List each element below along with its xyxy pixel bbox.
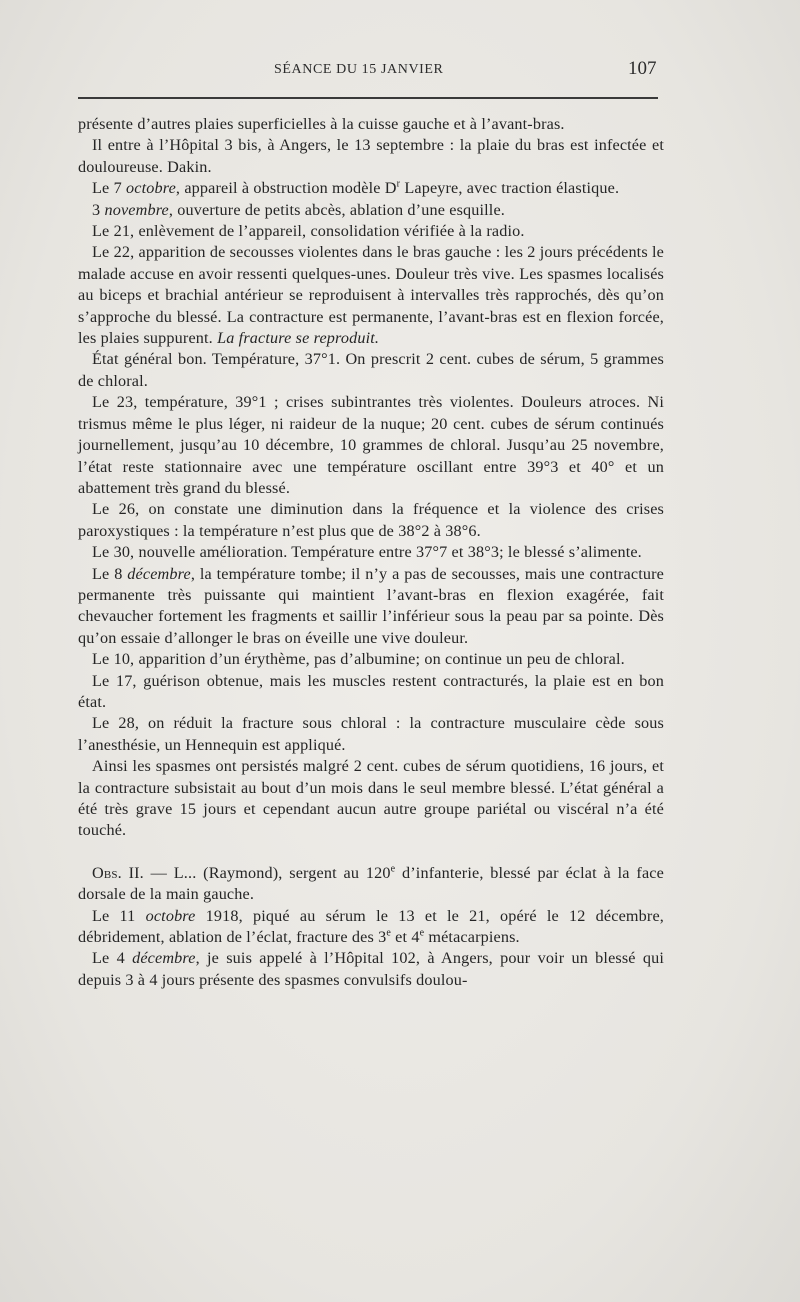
paragraph-text: , la température tombe; il n’y a pas de secousses, mais une contracture permanente très puissante qui maintient l’avant-bras en flexion exagérée, fait chevaucher fortement les fragments et saillir l’inférieur sous la peau par sa pointe. Dès qu’on essaie d’allonger le bras on éveille une vive douleur. <box>78 564 664 647</box>
paragraph-text: Le 23, température, 39°1 ; crises subintrantes très violentes. Douleurs atroces. Ni trismus même le plus léger, ni raideur de la nuque; 20 cent. cubes de sérum continués journellement, jusqu’au 10 décembre, 10 grammes de chloral. Jusqu’au 25 novembre, l’état reste stationnaire avec une température oscillant entre 39°3 et 40° et un abattement très grand du blessé. <box>78 393 664 497</box>
paragraph <box>78 756 664 842</box>
running-head: SÉANCE DU 15 JANVIER <box>274 62 444 77</box>
paragraph <box>78 178 664 199</box>
paragraph <box>78 649 664 670</box>
superscript: e <box>390 863 396 875</box>
date-italic: décembre <box>127 564 191 583</box>
paragraph <box>78 392 664 499</box>
paragraph-text: , ouverture de petits abcès, ablation d’une esquille. <box>168 200 505 219</box>
page-header <box>78 60 660 84</box>
paragraph <box>78 564 664 650</box>
emphasis-italic: La fracture se reproduit. <box>217 329 380 348</box>
paragraph <box>78 542 664 563</box>
superscript: e <box>386 927 391 939</box>
paragraph <box>78 349 664 392</box>
paragraph-text: Le 17, guérison obtenue, mais les muscles restent contracturés, la plaie est en bon état. <box>78 671 664 711</box>
paragraph <box>78 948 664 991</box>
paragraph <box>78 906 664 949</box>
date-italic: octobre <box>145 906 196 925</box>
page-number: 107 <box>628 58 657 79</box>
paragraph-text: Le 26, on constate une diminution dans la fréquence et la violence des crises paroxystiques : la température n’est plus que de 38°2 à 38°6. <box>78 500 664 540</box>
paragraph-text: Le 22, apparition de secousses violentes dans le bras gauche : les 2 jours précédents le malade accuse en avoir ressenti quelques-unes. Douleur très vive. Les spasmes localisés au biceps et brachial antérieur se reproduisent à intervalles très rapprochés, dès qu’on s’approche du blessé. La contracture est permanente, l’avant-bras est en flexion forcée, les plaies suppurent. <box>78 243 664 348</box>
paragraph <box>78 242 664 349</box>
paragraph-text: — L... (Raymond), sergent au 120 <box>143 863 391 882</box>
paragraph <box>78 713 664 756</box>
paragraph-text: d’infanterie, blessé par éclat à la face dorsale de la main gauche. <box>78 863 664 904</box>
paragraph <box>78 499 664 542</box>
paragraph-text: et 4 <box>390 928 420 947</box>
paragraph-text: Le 4 <box>92 949 133 968</box>
paragraph-text: Le 30, nouvelle amélioration. Température entre 37°7 et 38°3; le blessé s’alimente. <box>92 543 642 562</box>
paragraph <box>78 135 664 178</box>
paragraph-text: Le 21, enlèvement de l’appareil, consolidation vérifiée à la radio. <box>92 222 525 241</box>
paragraph-text: présente d’autres plaies superficielles à la cuisse gauche et à l’avant-bras. <box>78 115 565 133</box>
paragraph-text: Lapeyre, avec traction élastique. <box>400 179 620 198</box>
paragraph-text: Il entre à l’Hôpital 3 bis, à Angers, le 13 septembre : la plaie du bras est infectée et douloureuse. Dakin. <box>78 136 664 176</box>
paragraph-text: 1918, piqué au sérum le 13 et le 21, opéré le 12 décembre, débridement, ablation de l’éclat, fracture des 3 <box>78 906 664 947</box>
paragraph-text: Le 11 <box>92 906 146 925</box>
paragraph-text: Ainsi les spasmes ont persistés malgré 2 cent. cubes de sérum quotidiens, 16 jours, et la contracture subsistait au bout d’un mois dans le seul membre blessé. L’état général a été très grave 15 jours et cependant aucun autre groupe pariétal ou viscéral n’a été touché. <box>78 757 664 840</box>
paragraph-text: Le 28, on réduit la fracture sous chloral : la contracture musculaire cède sous l’anesthésie, un Hennequin est appliqué. <box>78 714 664 754</box>
paragraph-text: 3 <box>92 200 105 219</box>
observation-label: Obs. II. <box>92 863 144 882</box>
paragraph <box>78 200 664 221</box>
date-italic: novembre <box>104 200 169 219</box>
paragraph-text: métacarpiens. <box>424 928 520 947</box>
paragraph <box>78 221 664 242</box>
paragraph-text: Le 10, apparition d’un érythème, pas d’albumine; on continue un peu de chloral. <box>92 650 625 669</box>
header-rule <box>78 97 658 99</box>
paragraph <box>78 671 664 714</box>
observation-heading-paragraph <box>78 863 664 906</box>
date-italic: octobre <box>126 179 176 198</box>
paragraph-text: État général bon. Température, 37°1. On prescrit 2 cent. cubes de sérum, 5 grammes de chloral. <box>78 350 664 390</box>
superscript: r <box>396 178 401 190</box>
paragraph-text: , je suis appelé à l’Hôpital 102, à Angers, pour voir un blessé qui depuis 3 à 4 jours présente des spasmes convulsifs doulou- <box>78 949 665 989</box>
paragraph-text: , appareil à obstruction modèle D <box>175 179 397 198</box>
paragraph-text: Le 8 <box>92 564 128 583</box>
date-italic: décembre <box>132 949 196 968</box>
body-text <box>78 114 664 991</box>
paragraph-text: Le 7 <box>92 179 127 198</box>
superscript: e <box>419 927 425 939</box>
paragraph <box>78 114 664 135</box>
